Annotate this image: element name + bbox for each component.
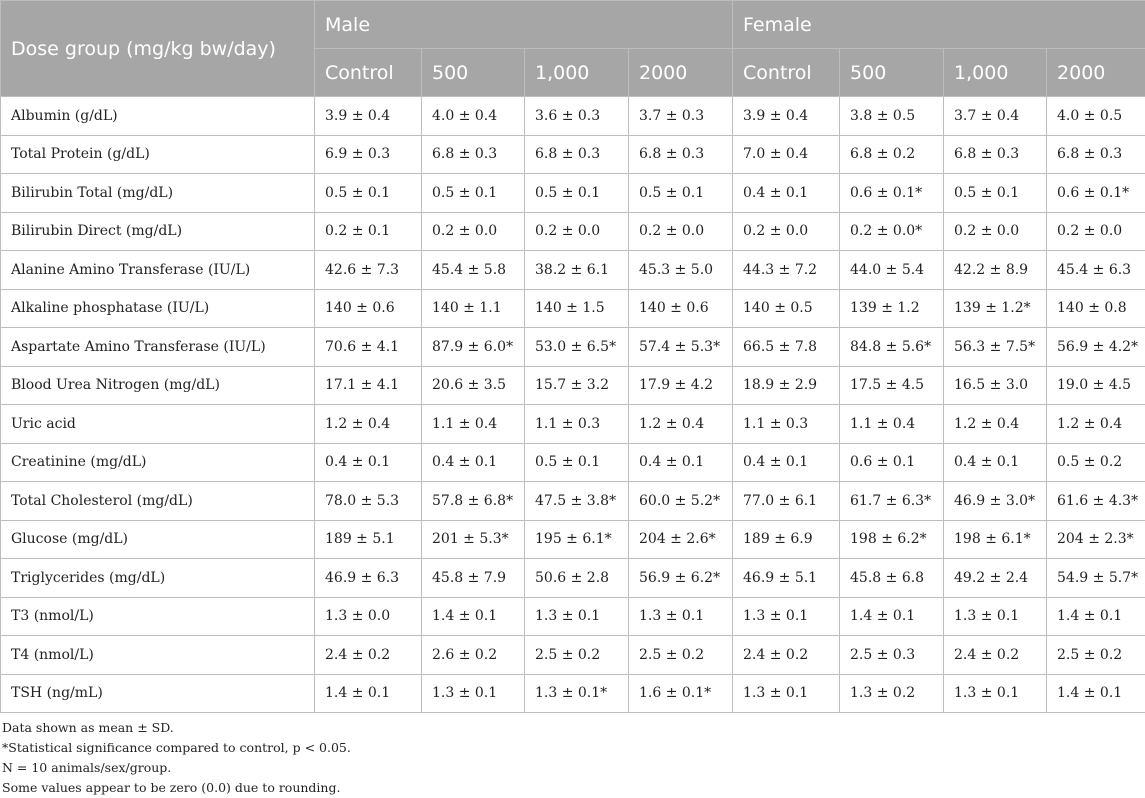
- table-cell: 3.9 ± 0.4: [315, 97, 422, 136]
- female-header: Female: [733, 1, 1145, 49]
- table-cell: 0.4 ± 0.1: [944, 443, 1047, 482]
- dose-group-header: Dose group (mg/kg bw/day): [1, 1, 315, 97]
- row-label: Alanine Amino Transferase (IU/L): [1, 251, 315, 290]
- table-cell: 1.4 ± 0.1: [840, 597, 944, 636]
- row-label: Uric acid: [1, 405, 315, 444]
- row-label: TSH (ng/mL): [1, 674, 315, 713]
- table-cell: 42.6 ± 7.3: [315, 251, 422, 290]
- table-cell: 78.0 ± 5.3: [315, 482, 422, 521]
- table-cell: 6.8 ± 0.2: [840, 135, 944, 174]
- table-cell: 1.6 ± 0.1*: [629, 674, 733, 713]
- table-cell: 0.5 ± 0.1: [315, 174, 422, 213]
- table-cell: 2.5 ± 0.2: [1047, 636, 1145, 675]
- row-label: T4 (nmol/L): [1, 636, 315, 675]
- table-cell: 0.2 ± 0.0: [733, 212, 840, 251]
- table-cell: 0.5 ± 0.1: [629, 174, 733, 213]
- table-cell: 140 ± 0.6: [315, 289, 422, 328]
- table-cell: 56.9 ± 6.2*: [629, 559, 733, 598]
- table-cell: 0.5 ± 0.1: [525, 174, 629, 213]
- row-label: Bilirubin Total (mg/dL): [1, 174, 315, 213]
- table-row: [1, 559, 1145, 598]
- table-cell: 0.4 ± 0.1: [733, 174, 840, 213]
- male-header: Male: [315, 1, 733, 49]
- table-cell: 204 ± 2.3*: [1047, 520, 1145, 559]
- table-cell: 17.9 ± 4.2: [629, 366, 733, 405]
- table-cell: 140 ± 1.5: [525, 289, 629, 328]
- table-cell: 195 ± 6.1*: [525, 520, 629, 559]
- dose-header-male-control: Control: [315, 49, 422, 97]
- note-mean-sd: Data shown as mean ± SD.: [2, 720, 174, 735]
- table-cell: 2.4 ± 0.2: [315, 636, 422, 675]
- table-cell: 19.0 ± 4.5: [1047, 366, 1145, 405]
- table-header: [1, 1, 1145, 97]
- table-cell: 1.4 ± 0.1: [1047, 674, 1145, 713]
- table-cell: 198 ± 6.2*: [840, 520, 944, 559]
- table-cell: 0.5 ± 0.2: [1047, 443, 1145, 482]
- table-cell: 1.3 ± 0.2: [840, 674, 944, 713]
- table-cell: 0.2 ± 0.0: [422, 212, 525, 251]
- table-cell: 53.0 ± 6.5*: [525, 328, 629, 367]
- dose-header-female-1000: 1,000: [944, 49, 1047, 97]
- table-cell: 46.9 ± 6.3: [315, 559, 422, 598]
- table-cell: 0.6 ± 0.1*: [840, 174, 944, 213]
- row-label: Albumin (g/dL): [1, 97, 315, 136]
- table-cell: 18.9 ± 2.9: [733, 366, 840, 405]
- table-cell: 0.5 ± 0.1: [525, 443, 629, 482]
- table-row: [1, 289, 1145, 328]
- table-cell: 1.2 ± 0.4: [629, 405, 733, 444]
- table-row: [1, 520, 1145, 559]
- table-cell: 2.5 ± 0.3: [840, 636, 944, 675]
- table-cell: 17.5 ± 4.5: [840, 366, 944, 405]
- table-row: [1, 674, 1145, 713]
- table-cell: 139 ± 1.2*: [944, 289, 1047, 328]
- table-cell: 45.8 ± 7.9: [422, 559, 525, 598]
- table-cell: 1.2 ± 0.4: [944, 405, 1047, 444]
- table-cell: 0.4 ± 0.1: [422, 443, 525, 482]
- table-cell: 201 ± 5.3*: [422, 520, 525, 559]
- table-cell: 0.2 ± 0.0*: [840, 212, 944, 251]
- table-row: [1, 212, 1145, 251]
- row-label: Total Protein (g/dL): [1, 135, 315, 174]
- table-cell: 139 ± 1.2: [840, 289, 944, 328]
- table-cell: 38.2 ± 6.1: [525, 251, 629, 290]
- row-label: Aspartate Amino Transferase (IU/L): [1, 328, 315, 367]
- table-cell: 1.2 ± 0.4: [315, 405, 422, 444]
- table-cell: 66.5 ± 7.8: [733, 328, 840, 367]
- table-cell: 1.3 ± 0.1: [629, 597, 733, 636]
- dose-header-female-2000: 2000: [1047, 49, 1145, 97]
- table-cell: 3.9 ± 0.4: [733, 97, 840, 136]
- note-significance: *Statistical significance compared to control, p < 0.05.: [2, 740, 351, 755]
- table-cell: 6.8 ± 0.3: [525, 135, 629, 174]
- table-body: [1, 97, 1145, 713]
- table-cell: 0.2 ± 0.1: [315, 212, 422, 251]
- table-cell: 0.5 ± 0.1: [944, 174, 1047, 213]
- table-cell: 57.4 ± 5.3*: [629, 328, 733, 367]
- row-label: Bilirubin Direct (mg/dL): [1, 212, 315, 251]
- table-cell: 1.3 ± 0.1: [525, 597, 629, 636]
- table-cell: 61.7 ± 6.3*: [840, 482, 944, 521]
- table-cell: 4.0 ± 0.5: [1047, 97, 1145, 136]
- table-cell: 1.3 ± 0.1: [944, 674, 1047, 713]
- table-cell: 70.6 ± 4.1: [315, 328, 422, 367]
- table-row: [1, 97, 1145, 136]
- table-cell: 50.6 ± 2.8: [525, 559, 629, 598]
- table-cell: 1.3 ± 0.1: [733, 597, 840, 636]
- table-cell: 204 ± 2.6*: [629, 520, 733, 559]
- table-cell: 2.5 ± 0.2: [629, 636, 733, 675]
- table-row: [1, 443, 1145, 482]
- row-label: Triglycerides (mg/dL): [1, 559, 315, 598]
- table-row: [1, 482, 1145, 521]
- table-cell: 0.2 ± 0.0: [944, 212, 1047, 251]
- table-cell: 0.2 ± 0.0: [1047, 212, 1145, 251]
- table-row: [1, 405, 1145, 444]
- table-cell: 57.8 ± 6.8*: [422, 482, 525, 521]
- table-cell: 3.6 ± 0.3: [525, 97, 629, 136]
- table-cell: 15.7 ± 3.2: [525, 366, 629, 405]
- table-cell: 1.1 ± 0.3: [525, 405, 629, 444]
- table-cell: 1.2 ± 0.4: [1047, 405, 1145, 444]
- table-cell: 0.2 ± 0.0: [525, 212, 629, 251]
- table-cell: 0.4 ± 0.1: [629, 443, 733, 482]
- table-row: [1, 597, 1145, 636]
- table-cell: 56.9 ± 4.2*: [1047, 328, 1145, 367]
- row-label: Creatinine (mg/dL): [1, 443, 315, 482]
- table-cell: 4.0 ± 0.4: [422, 97, 525, 136]
- table-cell: 7.0 ± 0.4: [733, 135, 840, 174]
- table-cell: 56.3 ± 7.5*: [944, 328, 1047, 367]
- dose-header-male-1000: 1,000: [525, 49, 629, 97]
- table-cell: 1.1 ± 0.4: [422, 405, 525, 444]
- table-cell: 44.0 ± 5.4: [840, 251, 944, 290]
- dose-header-female-500: 500: [840, 49, 944, 97]
- table-cell: 1.4 ± 0.1: [1047, 597, 1145, 636]
- table-cell: 1.3 ± 0.1: [733, 674, 840, 713]
- table-cell: 45.4 ± 5.8: [422, 251, 525, 290]
- table-cell: 140 ± 0.8: [1047, 289, 1145, 328]
- row-label: Glucose (mg/dL): [1, 520, 315, 559]
- table-cell: 0.6 ± 0.1*: [1047, 174, 1145, 213]
- row-label: Total Cholesterol (mg/dL): [1, 482, 315, 521]
- table-cell: 1.1 ± 0.3: [733, 405, 840, 444]
- table-cell: 6.8 ± 0.3: [1047, 135, 1145, 174]
- table-cell: 60.0 ± 5.2*: [629, 482, 733, 521]
- table-cell: 1.3 ± 0.1*: [525, 674, 629, 713]
- table-cell: 1.4 ± 0.1: [315, 674, 422, 713]
- table-cell: 87.9 ± 6.0*: [422, 328, 525, 367]
- table-cell: 1.3 ± 0.1: [422, 674, 525, 713]
- table-cell: 44.3 ± 7.2: [733, 251, 840, 290]
- table-cell: 45.8 ± 6.8: [840, 559, 944, 598]
- table-cell: 1.1 ± 0.4: [840, 405, 944, 444]
- table-cell: 49.2 ± 2.4: [944, 559, 1047, 598]
- table-cell: 2.6 ± 0.2: [422, 636, 525, 675]
- table-cell: 6.9 ± 0.3: [315, 135, 422, 174]
- table-cell: 17.1 ± 4.1: [315, 366, 422, 405]
- table-cell: 189 ± 6.9: [733, 520, 840, 559]
- table-cell: 2.5 ± 0.2: [525, 636, 629, 675]
- table-cell: 46.9 ± 3.0*: [944, 482, 1047, 521]
- table-cell: 2.4 ± 0.2: [944, 636, 1047, 675]
- note-sample-size: N = 10 animals/sex/group.: [2, 760, 172, 775]
- table-cell: 0.2 ± 0.0: [629, 212, 733, 251]
- table-cell: 54.9 ± 5.7*: [1047, 559, 1145, 598]
- table-cell: 16.5 ± 3.0: [944, 366, 1047, 405]
- table-cell: 45.4 ± 6.3: [1047, 251, 1145, 290]
- table-cell: 0.5 ± 0.1: [422, 174, 525, 213]
- table-notes: [2, 718, 351, 798]
- table-cell: 3.8 ± 0.5: [840, 97, 944, 136]
- dose-header-male-500: 500: [422, 49, 525, 97]
- note-rounding: Some values appear to be zero (0.0) due to rounding.: [2, 780, 341, 795]
- dose-header-male-2000: 2000: [629, 49, 733, 97]
- table-cell: 3.7 ± 0.3: [629, 97, 733, 136]
- table-cell: 6.8 ± 0.3: [629, 135, 733, 174]
- table-row: [1, 328, 1145, 367]
- table-cell: 47.5 ± 3.8*: [525, 482, 629, 521]
- table-row: [1, 636, 1145, 675]
- dose-header-female-control: Control: [733, 49, 840, 97]
- table-cell: 45.3 ± 5.0: [629, 251, 733, 290]
- table-row: [1, 251, 1145, 290]
- table-cell: 61.6 ± 4.3*: [1047, 482, 1145, 521]
- table-cell: 84.8 ± 5.6*: [840, 328, 944, 367]
- table-row: [1, 135, 1145, 174]
- table-cell: 140 ± 0.5: [733, 289, 840, 328]
- table-cell: 1.4 ± 0.1: [422, 597, 525, 636]
- table-cell: 46.9 ± 5.1: [733, 559, 840, 598]
- table-cell: 198 ± 6.1*: [944, 520, 1047, 559]
- row-label: Blood Urea Nitrogen (mg/dL): [1, 366, 315, 405]
- table-cell: 77.0 ± 6.1: [733, 482, 840, 521]
- table-cell: 6.8 ± 0.3: [422, 135, 525, 174]
- table-cell: 1.3 ± 0.0: [315, 597, 422, 636]
- table-cell: 3.7 ± 0.4: [944, 97, 1047, 136]
- table-cell: 2.4 ± 0.2: [733, 636, 840, 675]
- table-cell: 140 ± 1.1: [422, 289, 525, 328]
- table-cell: 20.6 ± 3.5: [422, 366, 525, 405]
- table-row: [1, 366, 1145, 405]
- table-cell: 1.3 ± 0.1: [944, 597, 1047, 636]
- table-cell: 0.4 ± 0.1: [733, 443, 840, 482]
- table-cell: 140 ± 0.6: [629, 289, 733, 328]
- table-cell: 0.4 ± 0.1: [315, 443, 422, 482]
- table-cell: 189 ± 5.1: [315, 520, 422, 559]
- table-row: [1, 174, 1145, 213]
- row-label: T3 (nmol/L): [1, 597, 315, 636]
- table-cell: 0.6 ± 0.1: [840, 443, 944, 482]
- table-cell: 6.8 ± 0.3: [944, 135, 1047, 174]
- row-label: Alkaline phosphatase (IU/L): [1, 289, 315, 328]
- table-cell: 42.2 ± 8.9: [944, 251, 1047, 290]
